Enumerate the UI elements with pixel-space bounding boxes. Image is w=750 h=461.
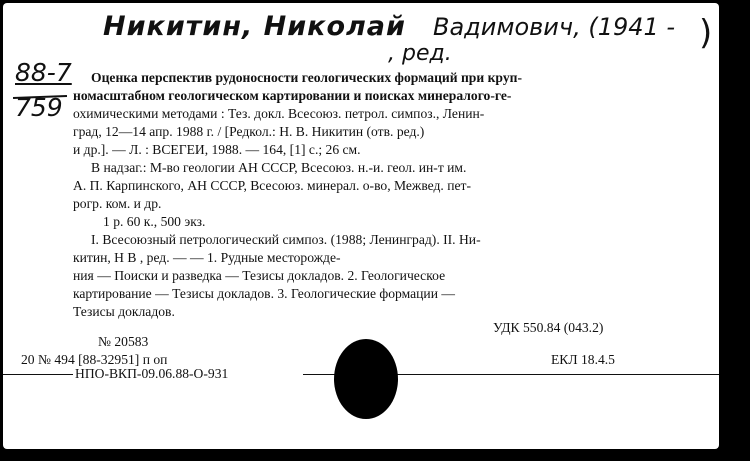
body-line-11: китин, Н В , ред. — — 1. Рудные месторожде- [73,250,341,265]
body-line-14: Тезисы докладов. [73,304,175,319]
body-line-13: картирование — Тезисы докладов. 3. Геологические формации — [73,286,455,301]
body-line-8: рогр. ком. и др. [73,196,162,211]
call-number-top: 88-7 [15,58,72,87]
handwritten-author-name: Никитин, Николай [103,11,406,42]
order-line: 20 № 494 [88-32951] п оп [21,352,168,367]
udk-index: УДК 550.84 (043.2) [493,320,604,335]
hole-punch-blot [334,339,398,419]
title-line-2: номасштабном геологическом картировании и поисках минералого-ге- [73,88,512,103]
bottom-rule-left [3,374,73,375]
call-number-bottom: 759 [15,93,63,122]
handwritten-patronymic-years: Вадимович, (1941 - [433,13,676,41]
handwritten-bracket: ) [699,13,713,53]
catalog-card [3,3,719,449]
body-line-5: и др.]. — Л. : ВСЕГЕИ, 1988. — 164, [1] с.; 26 см. [73,142,361,157]
price-line: 1 р. 60 к., 500 экз. [103,214,206,229]
body-line-4: град, 12—14 апр. 1988 г. / [Редкол.: Н. В. Никитин (отв. ред.) [73,124,425,139]
body-line-7: А. П. Карпинского, АН СССР, Всесоюз. минерал. о-во, Межвед. пет- [73,178,472,193]
title-line-1: Оценка перспектив рудоносности геологических формаций при круп- [91,70,522,85]
body-line-12: ния — Поиски и разведка — Тезисы докладов. 2. Геологическое [73,268,446,283]
body-line-3: охимическими методами : Тез. докл. Всесоюз. петрол. симпоз., Ленин- [73,106,485,121]
printer-imprint: НПО-ВКП-09.06.88-О-931 [75,366,229,381]
body-line-10: I. Всесоюзный петрологический симпоз. (1988; Ленинград). II. Ни- [91,232,481,247]
handwritten-editor-role: , ред. [388,41,452,66]
record-number: № 20583 [98,334,149,349]
body-line-6: В надзаг.: М-во геологии АН СССР, Всесоюз. н.-и. геол. ин-т им. [91,160,467,175]
ekl-index: ЕКЛ 18.4.5 [551,352,615,367]
